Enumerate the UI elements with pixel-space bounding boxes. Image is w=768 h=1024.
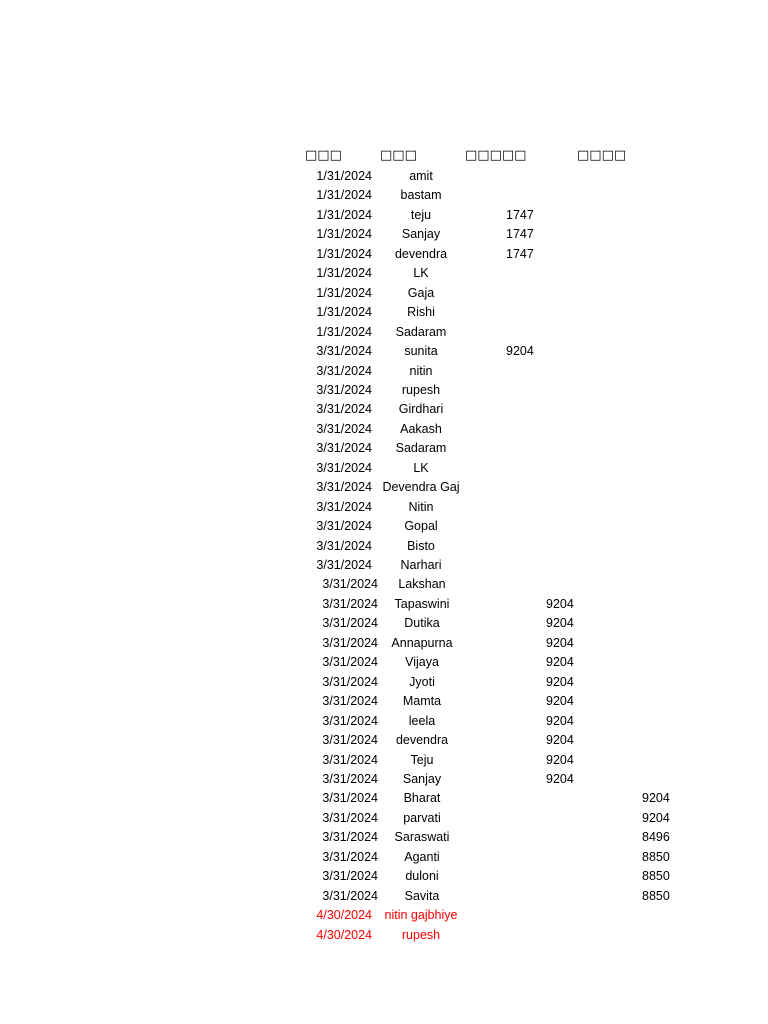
table-row — [0, 731, 768, 750]
cell-date: 3/31/2024 — [316, 499, 372, 514]
cell-name: Savita — [404, 888, 440, 903]
cell-date: 3/31/2024 — [316, 519, 372, 534]
cell-date: 3/31/2024 — [322, 888, 378, 903]
table-row — [0, 264, 768, 283]
table-row — [0, 459, 768, 478]
table-row — [0, 556, 768, 575]
cell-name: Aganti — [404, 849, 440, 864]
cell-date: 3/31/2024 — [322, 655, 378, 670]
cell-date: 3/31/2024 — [316, 538, 372, 553]
cell-amount-2: 9204 — [546, 596, 574, 611]
cell-name: Sanjay — [401, 227, 441, 242]
header-amount-2: □□□□ — [577, 148, 627, 163]
table-row — [0, 789, 768, 808]
cell-name: amit — [409, 169, 433, 183]
table-row — [0, 926, 768, 945]
cell-name: Devendra Gaj — [382, 480, 460, 495]
cell-amount-3: 8850 — [642, 849, 670, 864]
table-row — [0, 362, 768, 381]
cell-name: nitin gajbhiye — [384, 908, 458, 923]
cell-name: nitin — [409, 363, 433, 378]
table-row — [0, 167, 768, 186]
table-row — [0, 692, 768, 711]
table-row — [0, 751, 768, 770]
cell-date: 1/31/2024 — [316, 285, 372, 300]
cell-name: leela — [408, 713, 436, 728]
table-row — [0, 420, 768, 439]
cell-name: Girdhari — [398, 402, 444, 417]
cell-date: 1/31/2024 — [316, 246, 372, 261]
table-row — [0, 323, 768, 342]
cell-name: Annapurna — [391, 635, 453, 650]
cell-name: sunita — [404, 344, 438, 359]
table-row — [0, 517, 768, 536]
table-row — [0, 887, 768, 906]
cell-amount-2: 9204 — [546, 771, 574, 786]
cell-name: Teju — [410, 752, 434, 767]
cell-amount-2: 9204 — [546, 635, 574, 650]
cell-name: rupesh — [401, 382, 441, 397]
cell-date: 4/30/2024 — [316, 927, 372, 942]
cell-name: teju — [410, 207, 432, 222]
table-row — [0, 828, 768, 847]
cell-amount-3: 9204 — [642, 791, 670, 806]
table-row — [0, 498, 768, 517]
cell-amount-2: 9204 — [546, 655, 574, 670]
cell-amount-2: 9204 — [546, 694, 574, 709]
cell-name: devendra — [394, 246, 448, 261]
cell-date: 3/31/2024 — [322, 733, 378, 748]
cell-name: Saraswati — [394, 830, 450, 845]
cell-date: 4/30/2024 — [316, 908, 372, 923]
cell-name: Gaja — [407, 285, 435, 300]
cell-date: 3/31/2024 — [322, 616, 378, 631]
header-name: □□□ — [380, 148, 417, 163]
table-row — [0, 284, 768, 303]
cell-name: parvati — [403, 810, 441, 825]
cell-name: LK — [413, 266, 429, 281]
cell-date: 3/31/2024 — [316, 421, 372, 436]
cell-amount-2: 9204 — [546, 674, 574, 689]
cell-name: bastam — [400, 188, 442, 203]
cell-name: Narhari — [400, 558, 442, 572]
cell-amount-3: 8850 — [642, 869, 670, 884]
table-row — [0, 848, 768, 867]
table-row — [0, 206, 768, 225]
table-row — [0, 809, 768, 828]
cell-date: 3/31/2024 — [322, 577, 378, 592]
cell-date: 3/31/2024 — [322, 810, 378, 825]
table-row — [0, 712, 768, 731]
table-row — [0, 400, 768, 419]
cell-name: Gopal — [404, 519, 438, 534]
cell-date: 3/31/2024 — [322, 596, 378, 611]
cell-amount-1: 9204 — [506, 344, 534, 359]
cell-name: Sadaram — [395, 441, 447, 456]
cell-amount-1: 1747 — [506, 246, 534, 261]
table-row — [0, 478, 768, 497]
cell-name: Aakash — [400, 421, 442, 436]
cell-date: 3/31/2024 — [322, 849, 378, 864]
cell-date: 3/31/2024 — [316, 363, 372, 378]
cell-amount-3: 9204 — [642, 810, 670, 825]
cell-date: 3/31/2024 — [316, 480, 372, 495]
table-row — [0, 186, 768, 205]
table-row — [0, 245, 768, 264]
table-row — [0, 342, 768, 361]
cell-amount-2: 9204 — [546, 616, 574, 631]
header-date: □□□ — [305, 148, 342, 163]
cell-date: 3/31/2024 — [322, 713, 378, 728]
cell-date: 3/31/2024 — [316, 460, 372, 475]
table-row — [0, 439, 768, 458]
cell-date: 3/31/2024 — [322, 752, 378, 767]
cell-amount-1: 1747 — [506, 227, 534, 242]
cell-date: 3/31/2024 — [322, 635, 378, 650]
cell-name: Jyoti — [409, 674, 435, 689]
table-row — [0, 381, 768, 400]
cell-name: Nitin — [408, 499, 434, 514]
cell-amount-1: 1747 — [506, 207, 534, 222]
table-row — [0, 653, 768, 672]
cell-amount-2: 9204 — [546, 752, 574, 767]
table-row — [0, 225, 768, 244]
cell-date: 1/31/2024 — [316, 305, 372, 320]
cell-date: 1/31/2024 — [316, 188, 372, 203]
cell-name: Dutika — [404, 616, 440, 631]
cell-date: 3/31/2024 — [322, 674, 378, 689]
cell-date: 3/31/2024 — [316, 344, 372, 359]
cell-amount-2: 9204 — [546, 713, 574, 728]
cell-date: 3/31/2024 — [322, 869, 378, 884]
table-row — [0, 867, 768, 886]
cell-name: LK — [413, 460, 429, 475]
cell-name: Tapaswini — [394, 596, 450, 611]
cell-name: Sanjay — [402, 771, 442, 786]
cell-name: Mamta — [402, 694, 442, 709]
table-row — [0, 575, 768, 594]
header-amount-1: □□□□□ — [465, 148, 527, 163]
cell-date: 3/31/2024 — [316, 558, 372, 572]
cell-date: 1/31/2024 — [316, 324, 372, 339]
cell-amount-3: 8850 — [642, 888, 670, 903]
table-row — [0, 303, 768, 322]
table-row — [0, 673, 768, 692]
table-row — [0, 595, 768, 614]
cell-name: duloni — [405, 869, 439, 884]
table-row — [0, 634, 768, 653]
cell-name: Bharat — [403, 791, 441, 806]
cell-name: Rishi — [407, 305, 435, 320]
table-row — [0, 614, 768, 633]
cell-date: 3/31/2024 — [322, 791, 378, 806]
cell-name: Sadaram — [395, 324, 447, 339]
table-row — [0, 906, 768, 925]
cell-date: 1/31/2024 — [316, 207, 372, 222]
cell-name: rupesh — [401, 927, 441, 942]
table-row — [0, 537, 768, 556]
cell-date: 3/31/2024 — [322, 830, 378, 845]
cell-amount-2: 9204 — [546, 733, 574, 748]
cell-name: Lakshan — [398, 577, 446, 592]
cell-date: 1/31/2024 — [316, 169, 372, 183]
cell-date: 1/31/2024 — [316, 266, 372, 281]
cell-date: 3/31/2024 — [316, 402, 372, 417]
cell-amount-3: 8496 — [642, 830, 670, 845]
cell-date: 3/31/2024 — [316, 382, 372, 397]
cell-name: Vijaya — [405, 655, 439, 670]
cell-date: 3/31/2024 — [322, 694, 378, 709]
cell-date: 3/31/2024 — [322, 771, 378, 786]
cell-name: Bisto — [407, 538, 435, 553]
cell-name: devendra — [395, 733, 449, 748]
table-row — [0, 770, 768, 789]
cell-date: 3/31/2024 — [316, 441, 372, 456]
cell-date: 1/31/2024 — [316, 227, 372, 242]
